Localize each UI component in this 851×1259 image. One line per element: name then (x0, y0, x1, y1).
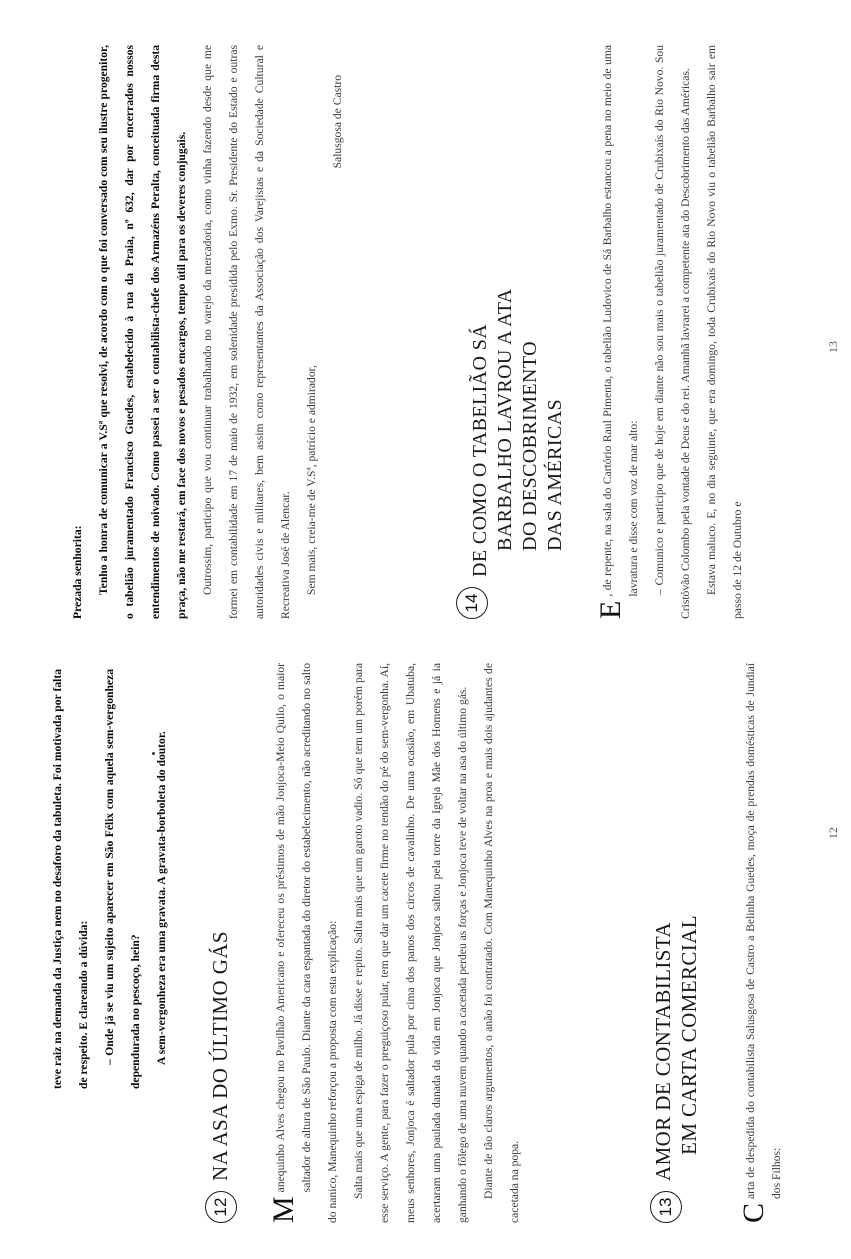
letter-salutation: Prezada senhorita: (71, 525, 84, 619)
chapter-12-title: NA ASA DO ÚLTIMO GÁS (208, 931, 232, 1181)
chapter-12-paragraph-1: M anequinho Alves chegou no Pavilhão Americano e ofereceu os préstimos de mão Jonjoca-Meio Quilo, o maior saltador de altura de São Paulo. Diante da cara espantada do diretor do estabelecimento, não acreditando no salto do nanico, Manequinho reforçou a proposta com esta explicação: (267, 663, 339, 1223)
letter-paragraph-3: Sem mais, creia-me de V.Sª, patrício e admirador, (305, 365, 318, 595)
chapter-14-title-line-1: DE COMO O TABELIÃO SÁ (469, 323, 491, 577)
intro-text (45, 669, 175, 1089)
ink-speck (152, 752, 155, 755)
intro-line: teve raiz na demanda da Justiça nem no desaforo da tabuleta. Foi motivada por falta de respeito. E clareando a dúvida: (51, 669, 90, 1089)
chapter-13-text (738, 663, 790, 1223)
chapter-14-paragraph-2: – Comunico e participo que de hoje em diante não sou mais o tabelião juramentado de Crubixaís do Rio Novo. Sou Cristóvão Colombo pela vontade de Deus e do rei. Amanhã lavrarei a competente ata do Descobrimento das Américas. (653, 45, 692, 619)
chapter-12-text (268, 663, 528, 1223)
letter-signature: Salusgosa de Castro (331, 75, 344, 169)
chapter-14-title-line-3: DO DESCOBRIMENTO (519, 341, 541, 551)
letter-paragraph-1: Tenho a honra de comunicar a V.Sª que resolvi, de acordo com o que foi conversado com seu ilustre progenitor, o tabelião juramentado Francisco Guedes, estabelecido à rua da Praia, nº 632, dar por encerrados nossos entendimentos de noivado. Como passei a ser o contabilista-chefe dos Armazéns Peralta, conceituada firma desta praça, não me restará, em face dos novos e pesados encargos, tempo útil para os deveres conjugais. (97, 45, 188, 619)
chapter-13-number: 13 (650, 1191, 682, 1223)
chapter-12-dropcap: M (267, 1196, 300, 1223)
chapter-13-title (650, 915, 702, 1181)
chapter-12-paragraph-3: Diante de tão claros argumentos, o anão foi contratado. Com Manequinho Alves na proa e mais dois ajudantes de cacetada na popa. (482, 663, 521, 1223)
chapter-14-title (468, 288, 568, 577)
page-number: 13 (826, 341, 840, 353)
chapter-13-title-line-1: AMOR DE CONTABILISTA (651, 922, 675, 1181)
chapter-14-dropcap: E (594, 600, 627, 619)
chapter-14-paragraph-1: E , de repente, na sala do Cartório Raul Pimenta, o tabelião Ludovico de Sá Barbalho estancou a pena no meio de uma lavratura e disse com voz de mar alto: (594, 45, 640, 619)
chapter-14-title-line-2: BARBALHO LAVROU A ATA (494, 288, 516, 551)
chapter-14-number: 14 (456, 587, 488, 619)
chapter-12-number: 12 (205, 1191, 237, 1223)
letter-text (65, 45, 351, 619)
chapter-12-paragraph-2: Salta mais que uma espiga de milho. Já disse e repito. Salta mais que um garoto vadio. Só que tem um porém para esse serviço. A gente, para fazer o preguiçoso pular, tem que dar um cacete firme no tendão do pé do sem-vergonha. Aí, meus senhores, Jonjoca é saltador pula por cima dos panos dos circos de cavalinho. De uma ocasião, em Ubatuba, acertaram uma paulada danada da vida em Jonjoca que Jonjoca saltou pela torre da Igreja Mãe dos Homens e já ia ganhando o fôlego de uma nuvem quando a cacetada perdeu as forças e Jonjoca teve de voltar na asa do último gás. (352, 663, 469, 1223)
chapter-14-paragraph-3: Estava maluco. E, no dia seguinte, que era domingo, toda Crubixaís do Rio Novo viu o tabelião Barbalho sair em passo de 12 de Outubro e (705, 45, 744, 619)
chapter-13-title-line-2: EM CARTA COMERCIAL (677, 915, 701, 1155)
page-number: 12 (826, 827, 840, 839)
intro-closing: A sem-vergonheza era uma gravata. A gravata-borboleta do doutor. (155, 731, 168, 1065)
chapter-13-dropcap: C (737, 1202, 770, 1223)
left-page (0, 639, 851, 1259)
intro-dialogue: – Onde já se viu um sujeito aparecer em São Félix com aquela sem-vergonheza dependurada no pescoço, hein? (103, 669, 142, 1089)
letter-paragraph-2: Outrossim, participo que vou continuar trabalhando no varejo da mercadoria, como vinha fazendo desde que me formei em contabilidade em 17 de maio de 1932, em solenidade presidida pelo Exmo. Sr. Presidente do Estado e outras autoridades civis e militares, bem assim como representantes da Associação dos Varejistas e da Sociedade Cultural e Recreativa José de Alencar. (201, 45, 292, 619)
chapter-13-paragraph: C arta de despedida do contabilista Salusgosa de Castro a Belinha Guedes, moça de prendas domésticas de Jundiaí dos Filhos: (737, 663, 783, 1223)
chapter-14-title-line-4: DAS AMÉRICAS (544, 398, 566, 551)
chapter-14-text (595, 45, 751, 619)
